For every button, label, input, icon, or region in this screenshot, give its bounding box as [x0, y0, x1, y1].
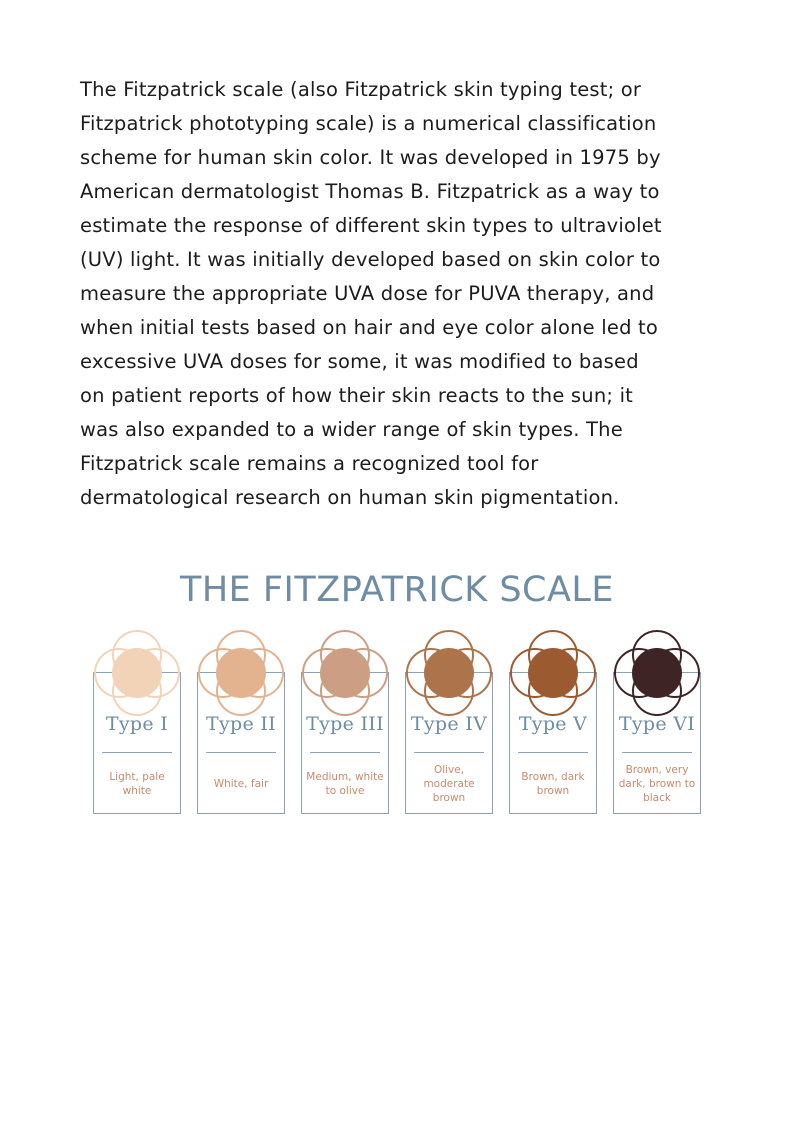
skin-swatch-flower-icon	[302, 630, 388, 716]
skin-type-description: Olive, moderate brown	[423, 764, 475, 804]
skin-type-label: Type IV	[410, 713, 488, 735]
intro-line: scheme for human skin color. It was developed in 1975 by	[80, 146, 661, 169]
card-divider	[206, 752, 276, 753]
skin-type-label: Type III	[306, 713, 384, 735]
skin-type-description: Medium, white to olive	[306, 771, 384, 797]
skin-type-label: Type VI	[618, 713, 696, 735]
skin-type-description: Light, pale white	[109, 771, 165, 797]
intro-paragraph	[80, 73, 730, 515]
skin-type-label: Type II	[206, 713, 276, 735]
intro-line: American dermatologist Thomas B. Fitzpatrick as a way to	[80, 180, 660, 203]
intro-line: The Fitzpatrick scale (also Fitzpatrick skin typing test; or	[80, 78, 642, 101]
card-divider	[414, 752, 484, 753]
skin-swatch-flower-icon	[198, 630, 284, 716]
card-divider	[310, 752, 380, 753]
skin-type-description: Brown, dark brown	[521, 771, 585, 797]
card-divider	[518, 752, 588, 753]
intro-line: when initial tests based on hair and eye color alone led to	[80, 316, 659, 339]
scale-title: THE FITZPATRICK SCALE	[179, 570, 615, 610]
skin-type-description: Brown, very dark, brown to black	[618, 764, 696, 804]
skin-swatch-flower-icon	[406, 630, 492, 716]
intro-line: (UV) light. It was initially developed based on skin color to	[80, 248, 661, 271]
intro-line: dermatological research on human skin pigmentation.	[80, 486, 620, 509]
skin-type-description: White, fair	[213, 778, 269, 790]
skin-swatch-flower-icon	[94, 630, 180, 716]
intro-line: Fitzpatrick phototyping scale) is a numerical classification	[80, 112, 657, 135]
skin-swatch-flower-icon	[510, 630, 596, 716]
skin-type-label: Type V	[518, 713, 588, 735]
intro-line: on patient reports of how their skin reacts to the sun; it	[80, 384, 634, 407]
card-divider	[102, 752, 172, 753]
intro-line: estimate the response of different skin types to ultraviolet	[80, 214, 662, 237]
intro-line: measure the appropriate UVA dose for PUVA therapy, and	[80, 282, 655, 305]
intro-line: excessive UVA doses for some, it was modified to based	[80, 350, 639, 373]
fitzpatrick-scale-infographic	[80, 560, 714, 830]
intro-line: Fitzpatrick scale remains a recognized tool for	[80, 452, 539, 475]
skin-type-label: Type I	[105, 713, 169, 735]
card-divider	[622, 752, 692, 753]
skin-swatch-flower-icon	[614, 630, 700, 716]
intro-line: was also expanded to a wider range of skin types. The	[80, 418, 623, 441]
